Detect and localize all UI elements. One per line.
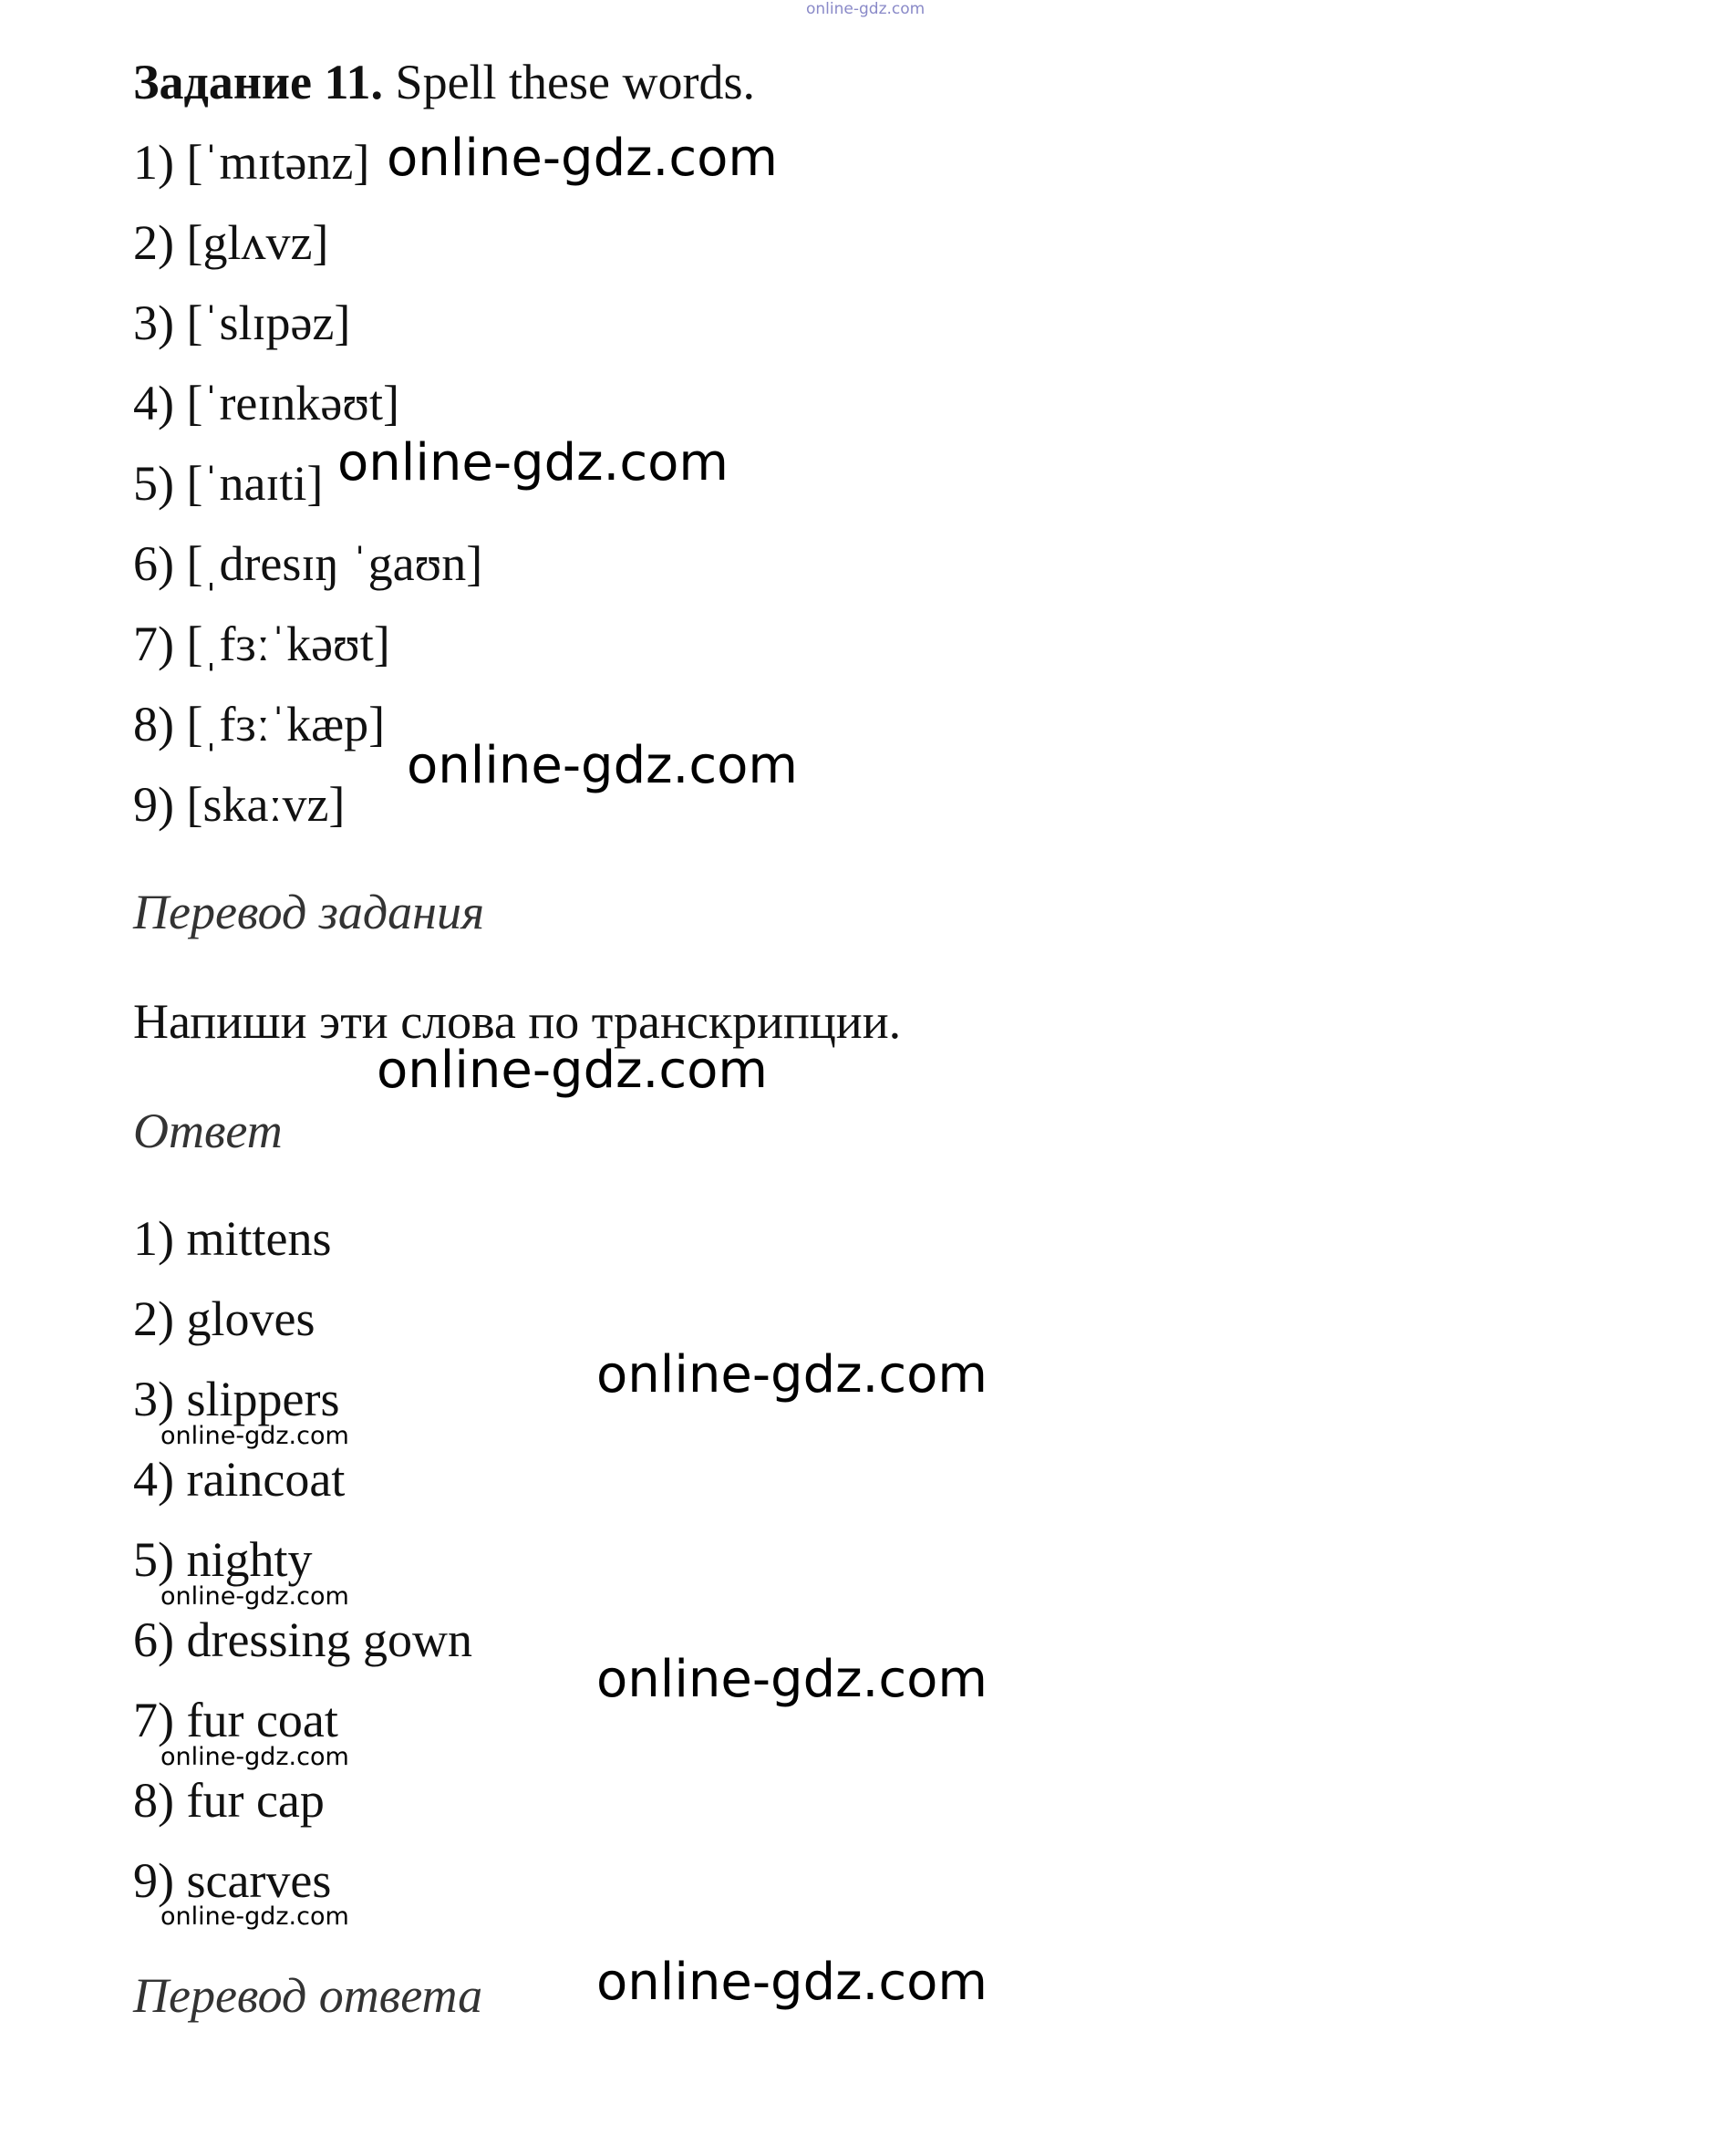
task-title [133, 53, 755, 111]
watermark-large: online-gdz.com [596, 1345, 988, 1405]
transcription-item: 7) [ˌfɜːˈkəʊt] [133, 617, 390, 671]
watermark-large: online-gdz.com [377, 1041, 768, 1100]
answer-item: 1) mittens [133, 1211, 332, 1266]
transcription-item: 9) [skaːvz] [133, 777, 346, 832]
watermark-large: online-gdz.com [596, 1650, 988, 1709]
watermark-top: online-gdz.com [806, 0, 926, 18]
transcription-item: 4) [ˈreɪnkəʊt] [133, 376, 399, 430]
watermark-large: online-gdz.com [596, 1953, 988, 2012]
watermark-small: online-gdz.com [160, 1422, 349, 1450]
transcription-item: 6) [ˌdresɪŋ ˈgaʊn] [133, 536, 483, 591]
answer-item: 3) slippers [133, 1372, 340, 1426]
transcription-item: 8) [ˌfɜːˈkæp] [133, 697, 386, 751]
watermark-large: online-gdz.com [407, 736, 798, 795]
watermark-small: online-gdz.com [160, 1743, 349, 1771]
task-instruction: Spell these words. [395, 55, 755, 109]
watermark-small: online-gdz.com [160, 1902, 349, 1931]
watermark-large: online-gdz.com [387, 129, 778, 188]
answer-item: 8) fur cap [133, 1773, 325, 1828]
transcription-item: 1) [ˈmɪtənz] [133, 135, 370, 190]
answer-item: 5) nighty [133, 1532, 313, 1587]
answer-item: 2) gloves [133, 1291, 315, 1346]
answer-item: 9) scarves [133, 1853, 332, 1908]
watermark-small: online-gdz.com [160, 1582, 349, 1611]
task-label: Задание 11. [133, 55, 384, 109]
answer-item: 4) raincoat [133, 1452, 346, 1507]
transcription-item: 5) [ˈnaɪti] [133, 456, 324, 511]
transcription-item: 2) [glʌvz] [133, 215, 329, 270]
answer-heading: Ответ [133, 1104, 283, 1158]
answer-item: 6) dressing gown [133, 1612, 472, 1667]
answer-item: 7) fur coat [133, 1693, 338, 1747]
watermark-large: online-gdz.com [337, 433, 729, 492]
translation-text: Напиши эти слова по транскрипции. [133, 994, 902, 1049]
transcription-item: 3) [ˈslɪpəz] [133, 295, 351, 350]
answer-translation-heading: Перевод ответа [133, 1968, 483, 2023]
translation-heading: Перевод задания [133, 885, 485, 939]
